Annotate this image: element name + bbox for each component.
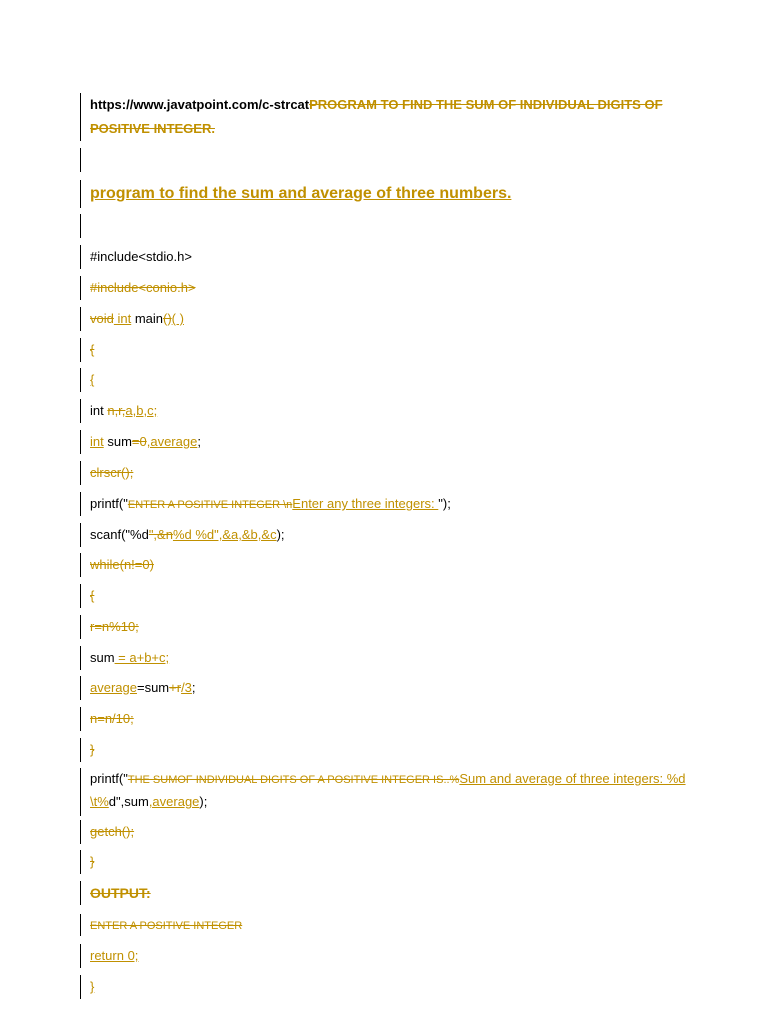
code-text: d",sum [108, 794, 149, 809]
doc-line-brace-open-deleted [80, 338, 710, 362]
inserted-text: /3 [181, 680, 192, 695]
doc-line-sum-decl [80, 430, 710, 454]
deleted-text: ENTER A POSITIVE INTEGER [90, 920, 243, 932]
doc-line-clrscr [80, 461, 710, 485]
code-text: printf(" [90, 771, 128, 786]
doc-line-title [80, 180, 710, 208]
deleted-text: { [90, 342, 95, 357]
code-text: printf(" [90, 496, 128, 511]
deleted-text: OUTPUT: [90, 885, 151, 901]
inserted-text: Sum and average of three integers: %d \t% [90, 771, 686, 809]
deleted-text: while(n!=0) [90, 557, 154, 572]
doc-line-return [80, 944, 710, 968]
doc-line-brace-open-inserted [80, 368, 710, 392]
code-text: sum [103, 434, 132, 449]
doc-line-brace-close-while [80, 738, 710, 762]
code-text: =sum [136, 680, 170, 695]
inserted-text: return 0; [90, 948, 139, 963]
doc-line-printf-2 [80, 768, 710, 816]
doc-line-div [80, 707, 710, 731]
doc-line-output-text [80, 914, 710, 936]
doc-line-brace-close-main [80, 850, 710, 874]
code-text: ); [276, 527, 285, 542]
deleted-text: THE SUMOF INDIVIDUAL DIGITS OF A POSITIVE INTEGER IS..% [127, 774, 460, 786]
inserted-text: = a+b+c; [114, 650, 170, 665]
doc-line-mod [80, 615, 710, 639]
doc-line-int-decl [80, 399, 710, 423]
deleted-text: } [90, 854, 95, 869]
doc-line-include-conio [80, 276, 710, 300]
deleted-text: ENTER A POSITIVE INTEGER \n [127, 499, 293, 511]
inserted-text: Enter any three integers: [292, 496, 439, 511]
doc-line-blank-1 [80, 148, 710, 172]
url-text[interactable]: https://www.javatpoint.com/c-strcat [90, 97, 310, 112]
code-text: scanf("%d [90, 527, 149, 542]
deleted-text: +r [169, 680, 182, 695]
code-text: sum [90, 650, 115, 665]
inserted-text: a,b,c; [125, 403, 158, 418]
deleted-text: #include<conio.h> [90, 280, 196, 295]
deleted-text: clrscr(); [90, 465, 134, 480]
doc-line-brace-close-final [80, 975, 710, 999]
doc-line-brace-while [80, 584, 710, 608]
inserted-text: } [90, 979, 95, 994]
inserted-text: average [90, 680, 137, 695]
code-text: int [90, 403, 108, 418]
code-text: #include<stdio.h> [90, 249, 192, 264]
doc-line-include-stdio [80, 245, 710, 269]
deleted-heading-text: PROGRAM TO FIND THE SUM OF INDIVIDUAL DIGITS OF POSITIVE INTEGER. [90, 97, 663, 136]
inserted-text: int [113, 311, 132, 326]
code-text: ); [199, 794, 208, 809]
doc-line-average-assign [80, 676, 710, 700]
doc-line-blank-2 [80, 214, 710, 238]
inserted-text: { [90, 372, 95, 387]
inserted-text: int [90, 434, 104, 449]
doc-line-1 [80, 93, 710, 141]
inserted-text: ,average [146, 434, 198, 449]
doc-line-while [80, 553, 710, 577]
inserted-text: ,average [148, 794, 200, 809]
deleted-text: n,r, [107, 403, 126, 418]
code-text: "); [438, 496, 451, 511]
deleted-text: void [90, 311, 114, 326]
deleted-text: getch(); [90, 824, 135, 839]
deleted-text: =0 [131, 434, 147, 449]
code-text: ; [191, 680, 196, 695]
deleted-text: } [90, 742, 95, 757]
inserted-text: ( ) [171, 311, 184, 326]
doc-line-scanf [80, 523, 710, 547]
doc-line-output-heading [80, 881, 710, 905]
deleted-text: () [163, 311, 172, 326]
doc-line-printf-1 [80, 492, 710, 516]
code-text: ; [197, 434, 201, 449]
deleted-text: r=n%10; [90, 619, 139, 634]
code-text: main [131, 311, 163, 326]
doc-line-sum-assign [80, 646, 710, 670]
inserted-title-text: program to find the sum and average of three numbers. [90, 185, 512, 202]
deleted-text: { [90, 588, 95, 603]
doc-line-getch [80, 820, 710, 844]
doc-line-main [80, 307, 710, 331]
deleted-text: ",&n [148, 527, 173, 542]
inserted-text: %d %d",&a,&b,&c [172, 527, 277, 542]
deleted-text: n=n/10; [90, 711, 134, 726]
